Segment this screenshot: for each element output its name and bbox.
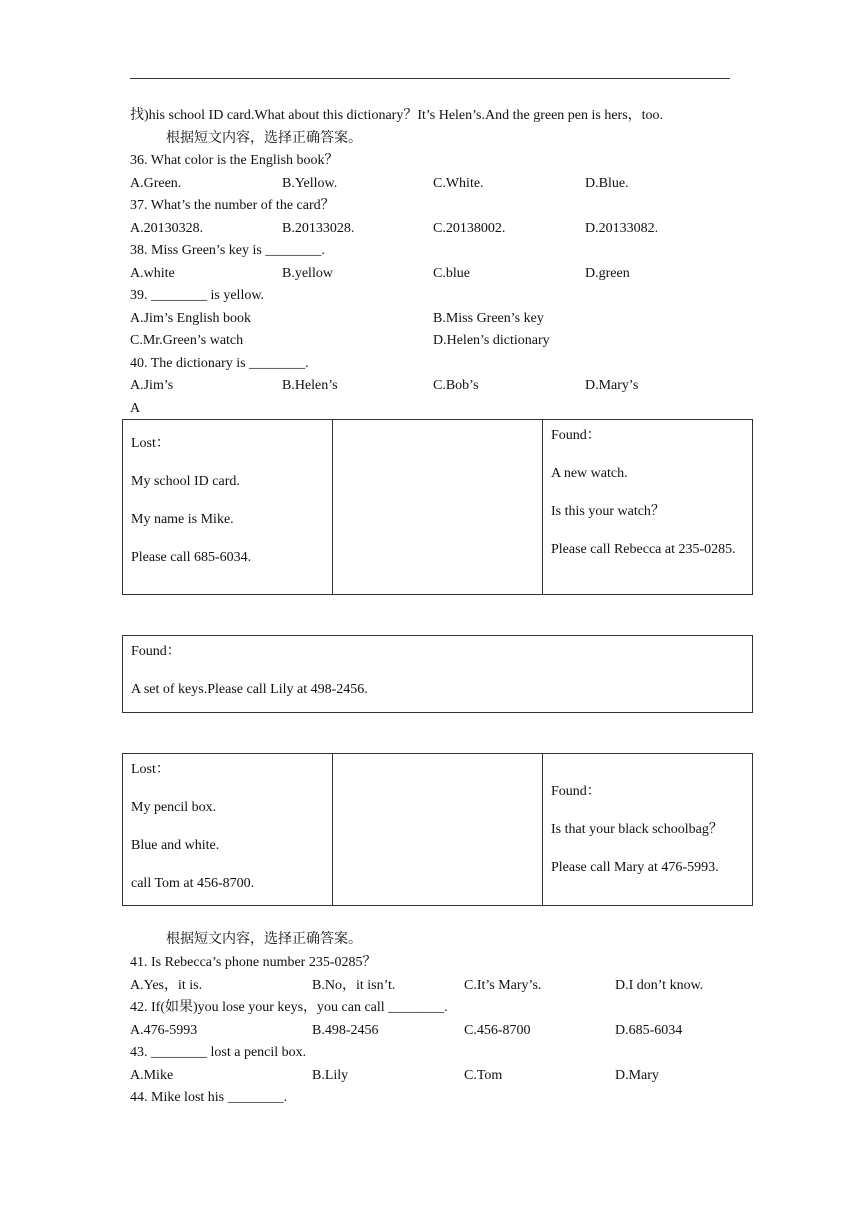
question-41: 41. Is Rebecca’s phone number 235-0285？	[130, 955, 377, 970]
option-41d: D.I don’t know.	[615, 978, 704, 993]
section-label: A	[130, 401, 141, 416]
option-39d: D.Helen’s dictionary	[433, 333, 550, 348]
question-44: 44. Mike lost his ________.	[130, 1090, 288, 1105]
option-43a: A.Mike	[130, 1068, 174, 1083]
option-42d: D.685-6034	[615, 1023, 683, 1038]
question-42: 42. If(如果)you lose your keys，you can call ________.	[130, 1000, 448, 1015]
instruction-2: 根据短文内容，选择正确答案。	[166, 932, 362, 947]
notice-text: My name is Mike.	[131, 512, 234, 527]
option-42b: B.498-2456	[312, 1023, 379, 1038]
notice-table-3	[122, 753, 753, 906]
option-37d: D.20133082.	[585, 221, 659, 236]
option-37b: B.20133028.	[282, 221, 355, 236]
notice-text: Please call Rebecca at 235-0285.	[551, 542, 736, 557]
notice-text: call Tom at 456-8700.	[131, 876, 255, 891]
lost-notice-mike	[123, 420, 333, 595]
option-37c: C.20138002.	[433, 221, 506, 236]
option-39c: C.Mr.Green’s watch	[130, 333, 244, 348]
found-notice-schoolbag	[543, 754, 753, 906]
notice-heading: Lost：	[131, 436, 170, 451]
option-41b: B.No，it isn’t.	[312, 978, 396, 993]
option-36d: D.Blue.	[585, 176, 629, 191]
passage-tail: 找)his school ID card.What about this dictionary？It’s Helen’s.And the green pen is hers，too.	[130, 108, 664, 123]
option-38a: A.white	[130, 266, 175, 281]
option-41c: C.It’s Mary’s.	[464, 978, 542, 993]
option-39b: B.Miss Green’s key	[433, 311, 544, 326]
notice-text: A new watch.	[551, 466, 628, 481]
option-38c: C.blue	[433, 266, 470, 281]
option-40a: A.Jim’s	[130, 378, 174, 393]
found-notice-keys	[123, 636, 753, 713]
option-40d: D.Mary’s	[585, 378, 639, 393]
option-39a: A.Jim’s English book	[130, 311, 251, 326]
question-37: 37. What’s the number of the card？	[130, 198, 335, 213]
option-36a: A.Green.	[130, 176, 182, 191]
notice-text: Please call Mary at 476-5993.	[551, 859, 719, 875]
notice-text: Is this your watch？	[551, 504, 665, 519]
option-42c: C.456-8700	[464, 1023, 531, 1038]
notice-heading: Found：	[131, 644, 181, 659]
notice-heading: Found：	[551, 428, 601, 443]
found-notice-watch	[543, 420, 753, 595]
empty-notice-cell	[333, 754, 543, 906]
option-38d: D.green	[585, 266, 630, 281]
option-42a: A.476-5993	[130, 1023, 198, 1038]
notice-text: Please call 685-6034.	[131, 550, 252, 565]
option-40b: B.Helen’s	[282, 378, 338, 393]
option-36b: B.Yellow.	[282, 176, 338, 191]
notice-text: My pencil box.	[131, 800, 217, 815]
question-36: 36. What color is the English book？	[130, 153, 339, 168]
question-39: 39. ________ is yellow.	[130, 288, 265, 303]
notice-table-2	[122, 635, 753, 713]
option-43b: B.Lily	[312, 1068, 349, 1083]
notice-text: My school ID card.	[131, 474, 240, 489]
option-38b: B.yellow	[282, 266, 333, 281]
header-rule	[130, 78, 730, 79]
empty-notice-cell	[333, 420, 543, 595]
question-40: 40. The dictionary is ________.	[130, 356, 309, 371]
option-37a: A.20130328.	[130, 221, 204, 236]
question-43: 43. ________ lost a pencil box.	[130, 1045, 307, 1060]
option-40c: C.Bob’s	[433, 378, 479, 393]
question-38: 38. Miss Green’s key is ________.	[130, 243, 325, 258]
option-36c: C.White.	[433, 176, 484, 191]
notice-text: Blue and white.	[131, 838, 220, 853]
option-41a: A.Yes，it is.	[130, 978, 203, 993]
notice-text: A set of keys.Please call Lily at 498-2456.	[131, 682, 368, 697]
lost-notice-tom	[123, 754, 333, 906]
option-43c: C.Tom	[464, 1068, 503, 1083]
notice-text: Is that your black schoolbag？	[551, 821, 723, 837]
notice-heading: Found：	[551, 783, 601, 799]
notice-table-1	[122, 419, 753, 595]
instruction: 根据短文内容，选择正确答案。	[166, 131, 362, 146]
option-43d: D.Mary	[615, 1068, 659, 1083]
notice-heading: Lost：	[131, 762, 170, 777]
